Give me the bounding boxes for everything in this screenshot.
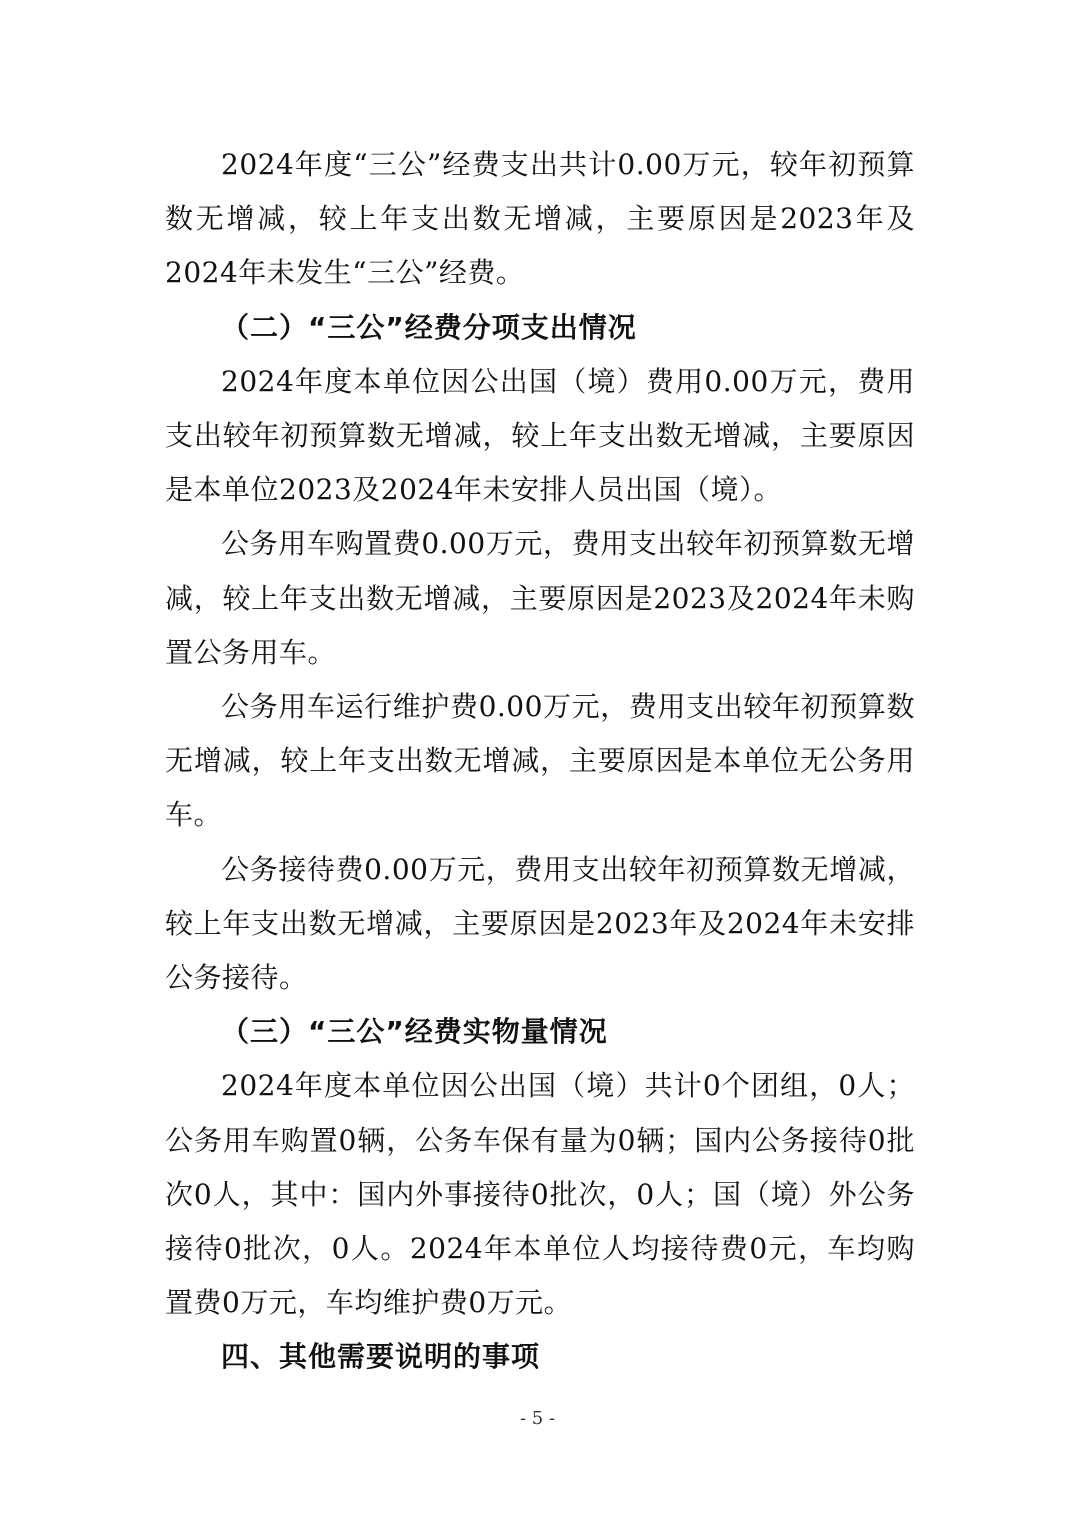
paragraph-vehicle-maintenance: 公务用车运行维护费0.00万元，费用支出较年初预算数无增减，较上年支出数无增减，主要原因是本单位无公务用车。 [165,690,915,832]
paragraph-total-spending: 2024年度“三公”经费支出共计0.00万元，较年初预算数无增减，较上年支出数无增减，主要原因是2023年及2024年未发生“三公”经费。 [165,148,915,290]
paragraph-reception: 公务接待费0.00万元，费用支出较年初预算数无增减，较上年支出数无增减，主要原因是2023年及2024年未安排公务接待。 [165,852,915,995]
paragraph-physical-quantity: 2024年度本单位因公出国（境）共计0个团组，0人；公务用车购置0辆，公务车保有量为0辆；国内公务接待0批次0人，其中：国内外事接待0批次，0人；国（境）外公务接待0批次，0人。2024年本单位人均接待费0元，车均购置费0万元，车均维护费0万元。 [165,1069,915,1320]
paragraph-vehicle-purchase: 公务用车购置费0.00万元，费用支出较年初预算数无增减，较上年支出数无增减，主要原因是2023及2024年未购置公务用车。 [165,527,915,669]
page-number: - 5 - [519,1408,556,1429]
section-heading-itemized: （二）“三公”经费分项支出情况 [221,310,637,344]
section-heading-other-matters: 四、其他需要说明的事项 [221,1340,541,1374]
section-heading-physical-quantity: （三）“三公”经费实物量情况 [221,1015,608,1049]
paragraph-overseas-travel: 2024年度本单位因公出国（境）费用0.00万元，费用支出较年初预算数无增减，较上年支出数无增减，主要原因是本单位2023及2024年未安排人员出国（境）。 [165,364,915,507]
document-body [165,138,915,1385]
